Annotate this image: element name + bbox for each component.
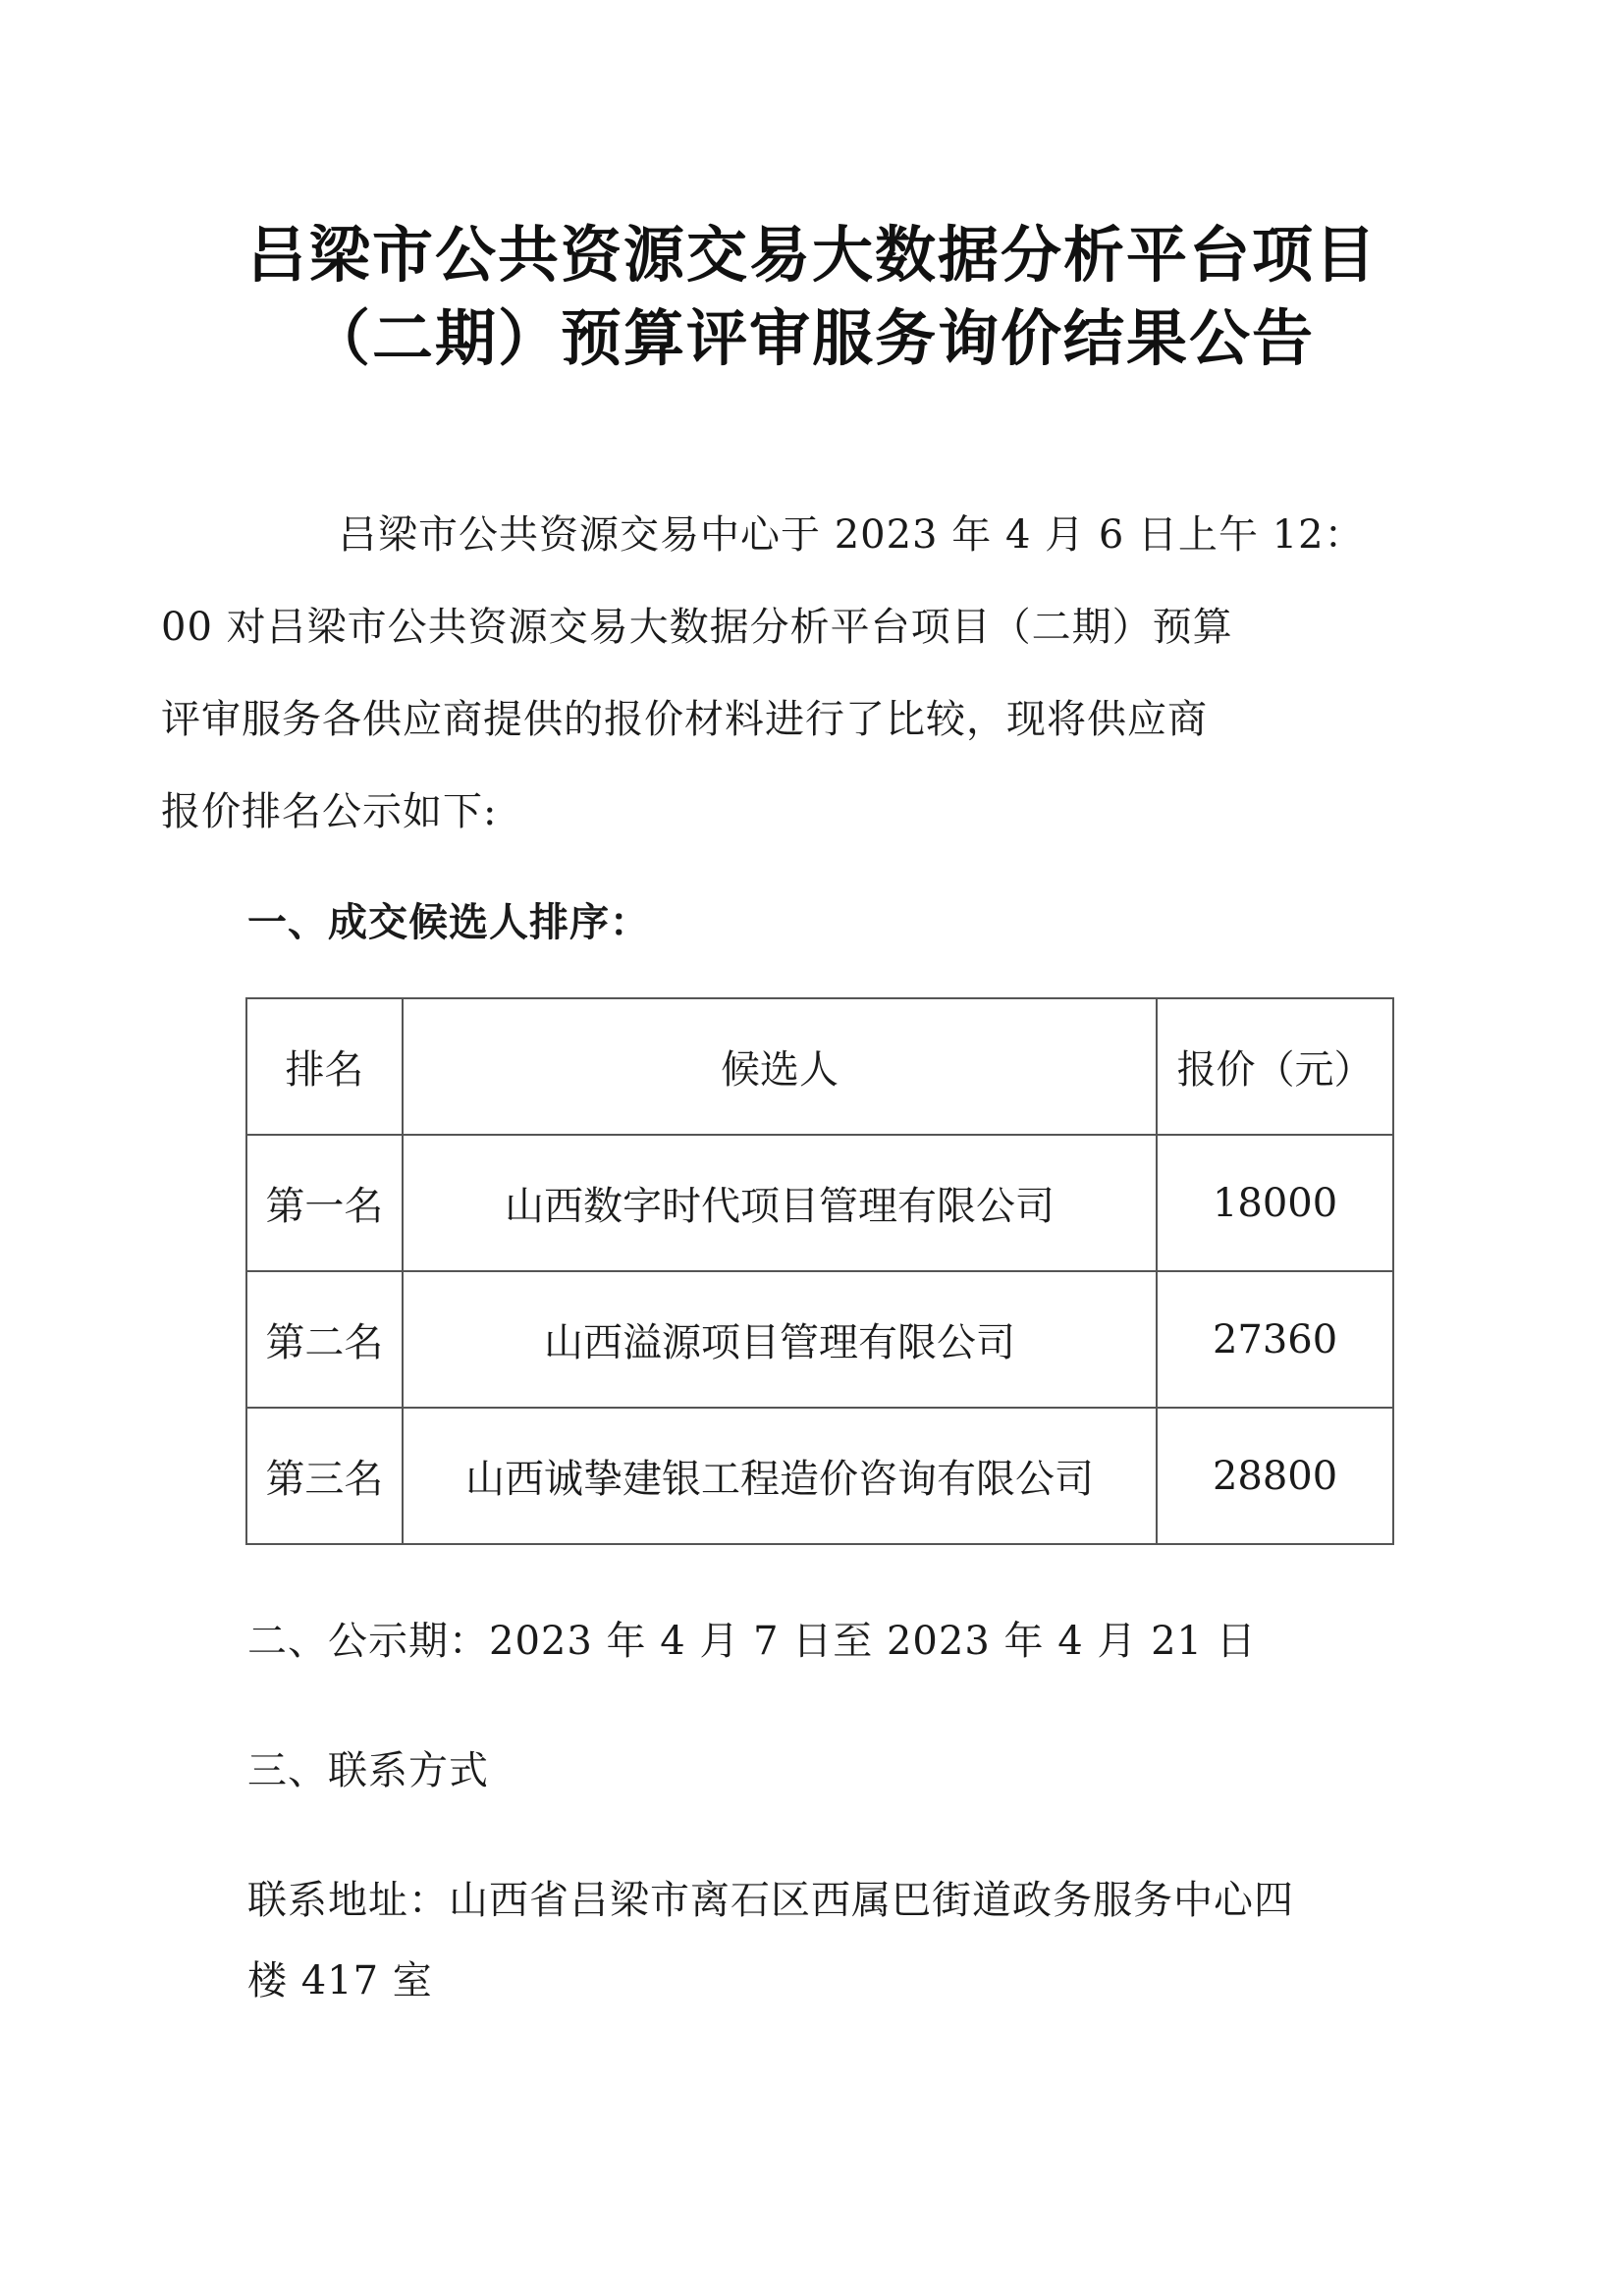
price-cell: 18000 [1157, 1135, 1393, 1271]
candidate-cell: 山西溢源项目管理有限公司 [403, 1271, 1157, 1408]
contact-address-line-2: 楼 417 室 [247, 1958, 433, 2003]
candidate-cell: 山西数字时代项目管理有限公司 [403, 1135, 1157, 1271]
price-cell: 27360 [1157, 1271, 1393, 1408]
table-row [246, 1408, 1393, 1544]
candidate-cell: 山西诚挚建银工程造价咨询有限公司 [403, 1408, 1157, 1544]
table-header-row [246, 998, 1393, 1135]
column-header-rank: 排名 [246, 998, 403, 1135]
intro-line: 报价排名公示如下: [161, 789, 498, 834]
section-2-publicity-period: 二、公示期：2023 年 4 月 7 日至 2023 年 4 月 21 日 [247, 1619, 1257, 1664]
table-row [246, 1271, 1393, 1408]
intro-paragraph [161, 489, 1406, 858]
column-header-price: 报价（元） [1157, 998, 1393, 1135]
intro-line: 评审服务各供应商提供的报价材料进行了比较，现将供应商 [161, 697, 1208, 742]
section-3-heading: 三、联系方式 [247, 1748, 489, 1793]
section-1-heading: 一、成交候选人排序： [247, 900, 650, 945]
intro-line: 吕梁市公共资源交易中心于 2023 年 4 月 6 日上午 12： [338, 512, 1365, 558]
price-cell: 28800 [1157, 1408, 1393, 1544]
contact-address-line-1: 联系地址：山西省吕梁市离石区西属巴街道政务服务中心四 [247, 1878, 1294, 1923]
document-title-line-2: （二期）预算评审服务询价结果公告 [308, 302, 1315, 374]
document-title-line-1: 吕梁市公共资源交易大数据分析平台项目 [245, 219, 1378, 291]
rank-cell: 第一名 [246, 1135, 403, 1271]
candidate-ranking-table [245, 997, 1394, 1545]
column-header-candidate: 候选人 [403, 998, 1157, 1135]
rank-cell: 第三名 [246, 1408, 403, 1544]
intro-line: 00 对吕梁市公共资源交易大数据分析平台项目（二期）预算 [161, 605, 1233, 650]
rank-cell: 第二名 [246, 1271, 403, 1408]
table-row [246, 1135, 1393, 1271]
